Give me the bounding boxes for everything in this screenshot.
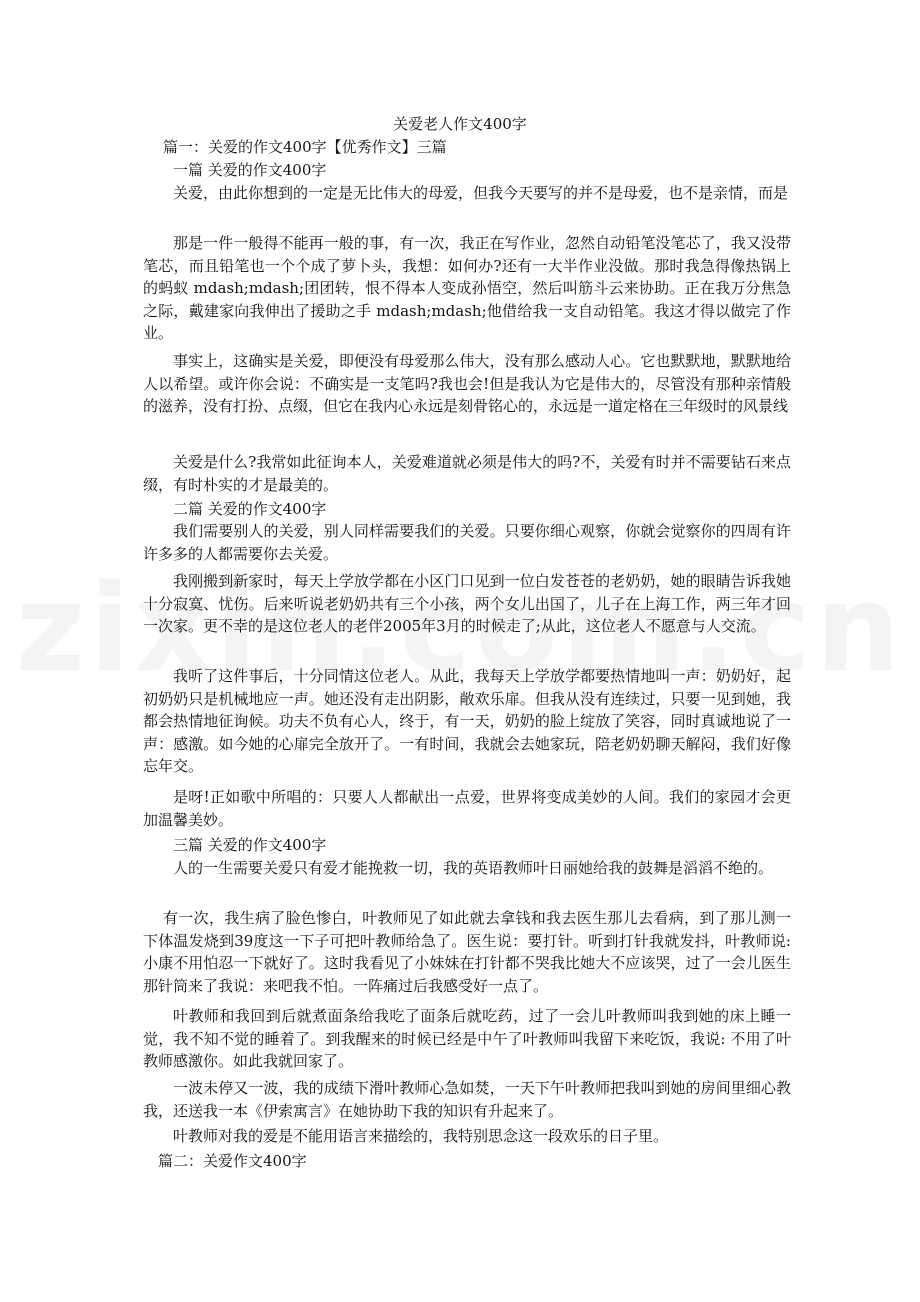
- paragraph: 关爱是什么?我常如此征询本人，关爱难道就必须是伟大的吗?不，关爱有时并不需要钻石来点缀，有时朴实的才是最美的。: [143, 453, 791, 494]
- section-heading: 篇一：关爱的作文400字【优秀作文】三篇: [163, 138, 447, 156]
- document-title: 关爱老人作文400字: [393, 115, 527, 133]
- paragraph: 有一次，我生病了脸色惨白，叶教师见了如此就去拿钱和我去医生那儿去看病，到了那儿测一下体温发烧到39度这一下子可把叶教师给急了。医生说：要打针。听到打针我就发抖，叶教师说: 小康不用怕忍一下就好了。这时我看见了小妹妹在打针都不哭我比她大不应该哭，过了一会儿医生那针筒来了我说：来吧我不怕。一阵痛过后我感受好一点了。: [143, 909, 791, 995]
- paragraph: 我刚搬到新家时，每天上学放学都在小区门口见到一位白发苍苍的老奶奶，她的眼睛告诉我她十分寂寞、忧伤。后来听说老奶奶共有三个小孩，两个女儿出国了，儿子在上海工作，两三年才回一次家。更不幸的是这位老人的老伴2005年3月的时候走了;从此，这位老人不愿意与人交流。: [143, 572, 791, 636]
- paragraph: 叶教师对我的爱是不能用语言来描绘的，我特别思念这一段欢乐的日子里。: [173, 1127, 669, 1145]
- section-heading: 篇二：关爱作文400字: [158, 1152, 307, 1170]
- paragraph: 人的一生需要关爱只有爱才能挽救一切，我的英语教师叶日丽她给我的鼓舞是滔滔不绝的。: [173, 859, 774, 877]
- paragraph: 事实上，这确实是关爱，即便没有母爱那么伟大，没有那么感动人心。它也默默地，默默地给人以希望。或许你会说：不确实是一支笔吗?我也会!但是我认为它是伟大的，尽管没有那种亲情般的滋养，没有打扮、点缀，但它在我内心永远是刻骨铭心的，永远是一道定格在三年级时的风景线: [143, 352, 791, 416]
- paragraph: 一波未停又一波，我的成绩下滑叶教师心急如焚，一天下午叶教师把我叫到她的房间里细心教我，还送我一本《伊索寓言》在她协助下我的知识有升起来了。: [143, 1079, 791, 1120]
- paragraph: 那是一件一般得不能再一般的事，有一次，我正在写作业，忽然自动铅笔没笔芯了，我又没带笔芯，而且铅笔也一个个成了萝卜头，我想：如何办?还有一大半作业没做。那时我急得像热锅上的蚂蚁 mdash;mdash;团团转，恨不得本人变成孙悟空，然后叫筋斗云来协助。正在我万分焦急之际，戴建家向我伸出了援助之手 mdash;mdash;他借给我一支自动铅笔。我这才得以做完了作业。: [143, 234, 791, 343]
- part-heading: 三篇 关爱的作文400字: [173, 836, 327, 854]
- paragraph: 是呀!正如歌中所唱的：只要人人都献出一点爱，世界将变成美妙的人间。我们的家园才会更加温馨美妙。: [143, 788, 791, 829]
- part-heading: 一篇 关爱的作文400字: [173, 161, 327, 179]
- paragraph: 关爱，由此你想到的一定是无比伟大的母爱，但我今天要写的并不是母爱，也不是亲情，而是: [173, 184, 789, 202]
- paragraph: 我们需要别人的关爱，别人同样需要我们的关爱。只要你细心观察，你就会觉察你的四周有许许多多的人都需要你去关爱。: [143, 522, 791, 563]
- part-heading: 二篇 关爱的作文400字: [173, 500, 327, 518]
- paragraph: 我听了这件事后，十分同情这位老人。从此，我每天上学放学都要热情地叫一声：奶奶好，起初奶奶只是机械地应一声。她还没有走出阴影，敞欢乐扉。但我从没有连续过，只要一见到她，我都会热情地征询候。功夫不负有心人，终于，有一天，奶奶的脸上绽放了笑容，同时真诚地说了一声：感激。如今她的心扉完全放开了。一有时间，我就会去她家玩，陪老奶奶聊天解闷，我们好像忘年交。: [143, 667, 791, 776]
- paragraph: 叶教师和我回到后就煮面条给我吃了面条后就吃药，过了一会儿叶教师叫我到她的床上睡一觉，我不知不觉的睡着了。到我醒来的时候已经是中午了叶教师叫我留下来吃饭，我说: 不用了叶教师感激你。如此我就回家了。: [143, 1007, 791, 1071]
